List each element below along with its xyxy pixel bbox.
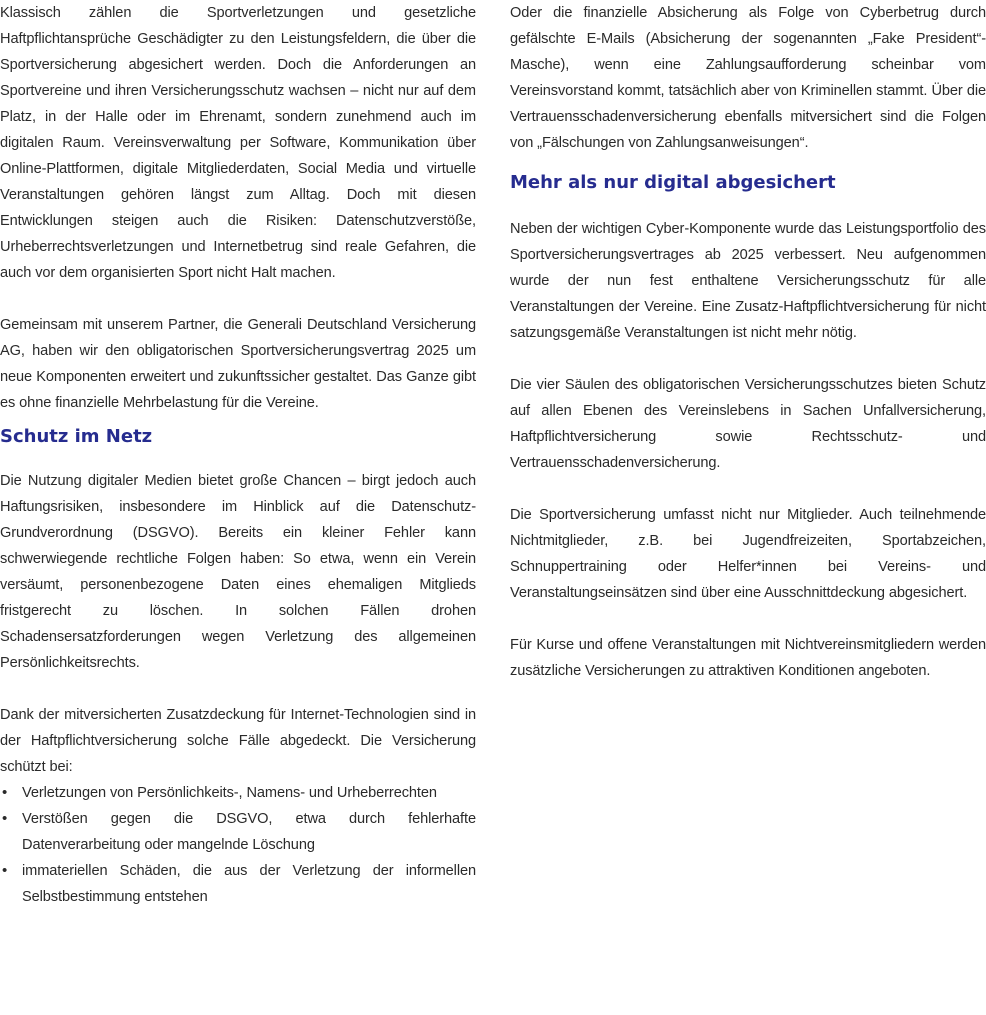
coverage-list: [0, 780, 476, 910]
kurse-paragraph: Für Kurse und offene Veranstaltungen mit Nichtvereinsmitgliedern werden zusätzliche Versicherungen zu attraktiven Konditionen angeboten.: [510, 637, 986, 679]
left-column: [0, 0, 476, 910]
saeulen-paragraph: Die vier Säulen des obligatorischen Versicherungsschutzes bieten Schutz auf allen Ebenen des Vereinslebens in Sachen Unfallversicherung, Haftpflichtversicherung sowie Rechtsschutz- und Vertrauensschadenversicherung.: [510, 377, 986, 471]
portfolio-paragraph: Neben der wichtigen Cyber-Komponente wurde das Leistungsportfolio des Sportversicherungsvertrages ab 2025 verbessert. Neu aufgenommen wurde der nun fest enthaltene Versicherungsschutz für alle Veranstaltungen der Vereine. Eine Zusatz-Haftpflichtversicherung für nicht satzungsgemäße Veranstaltungen ist nicht mehr nötig.: [510, 221, 986, 341]
digital-media-paragraph: Die Nutzung digitaler Medien bietet große Chancen – birgt jedoch auch Haftungsrisiken, insbesondere im Hinblick auf die Datenschutz-Grundverordnung (DSGVO). Bereits ein kleiner Fehler kann schwerwiegende rechtliche Folgen haben: So etwa, wenn ein Verein versäumt, personenbezogene Daten eines ehemaligen Mitglieds fristgerecht zu löschen. In solchen Fällen drohen Schadensersatzforderungen wegen Verletzung des allgemeinen Persönlichkeitsrechts.: [0, 473, 476, 671]
zusatzdeckung-paragraph: Dank der mitversicherten Zusatzdeckung für Internet-Technologien sind in der Haftpflichtversicherung solche Fälle abgedeckt. Die Versicherung schützt bei:: [0, 707, 476, 775]
intro-paragraph: Klassisch zählen die Sportverletzungen und gesetzliche Haftpflichtansprüche Geschädigter zu den Leistungsfeldern, die über die Sportversicherung abgesichert werden. Doch die Anforderungen an Sportvereine und ihren Versicherungsschutz wachsen – nicht nur auf dem Platz, in der Halle oder im Ehrenamt, sondern zunehmend auch im digitalen Raum. Vereinsverwaltung per Software, Kommunikation über Online-Plattformen, digitale Mitgliederdaten, Social Media und virtuelle Veranstaltungen gehören längst zum Alltag. Doch mit diesen Entwicklungen steigen auch die Risiken: Datenschutzverstöße, Urheberrechtsverletzungen und Internetbetrug sind reale Gefahren, die auch vor dem organisierten Sport nicht Halt machen.: [0, 5, 476, 281]
heading-mehr-als-nur-digital: Mehr als nur digital abgesichert: [510, 172, 836, 193]
cyber-paragraph: Oder die finanzielle Absicherung als Folge von Cyberbetrug durch gefälschte E-Mails (Absicherung der sogenannten „Fake President“-Masche), wenn eine Zahlungsaufforderung scheinbar vom Vereinsvorstand kommt, tatsächlich aber von Kriminellen stammt. Über die Vertrauensschadenversicherung ebenfalls mitversichert sind die Folgen von „Fälschungen von Zahlungsanweisungen“.: [510, 5, 986, 151]
list-item: • Verletzungen von Persönlichkeits-, Namens- und Urheberrechten: [0, 780, 476, 806]
mitglieder-paragraph: Die Sportversicherung umfasst nicht nur Mitglieder. Auch teilnehmende Nichtmitglieder, z.B. bei Jugendfreizeiten, Sportabzeichen, Schnuppertraining oder Helfer*innen bei Vereins- und Veranstaltungseinsätzen sind über eine Ausschnittdeckung abgesichert.: [510, 507, 986, 601]
list-item: • Verstößen gegen die DSGVO, etwa durch fehlerhafte Datenverarbeitung oder mangelnde Löschung: [0, 806, 476, 858]
heading-schutz-im-netz: Schutz im Netz: [0, 426, 153, 447]
partner-paragraph: Gemeinsam mit unserem Partner, die Generali Deutschland Versicherung AG, haben wir den obligatorischen Sportversicherungsvertrag 2025 um neue Komponenten erweitert und zukunftssicher gestaltet. Das Ganze gibt es ohne finanzielle Mehrbelastung für die Vereine.: [0, 317, 476, 411]
list-item: • immateriellen Schäden, die aus der Verletzung der informellen Selbstbestimmung entstehen: [0, 858, 476, 910]
right-column: [510, 0, 986, 684]
